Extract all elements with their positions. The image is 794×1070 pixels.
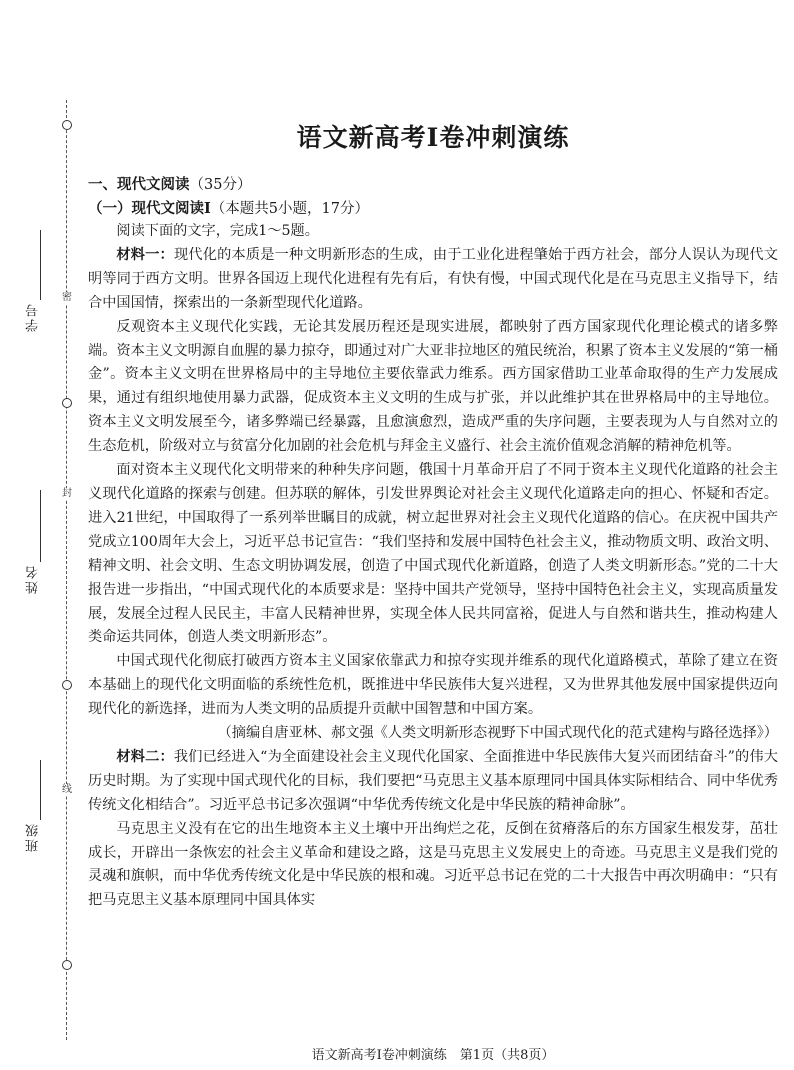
binding-hole [62, 680, 72, 690]
paragraph: 材料二：我们已经进入“为全面建设社会主义现代化国家、全面推进中华民族伟大复兴而团结奋斗”的伟大历史时期。为了实现中国式现代化的目标，我们要把“马克思主义基本原理同中国具体实际相结合、同中华优秀传统文化相结合”。习近平总书记多次强调“中华优秀传统文化是中华民族的精神命脉”。 [88, 748, 778, 813]
name-field[interactable] [18, 490, 58, 610]
binding-margin [0, 0, 90, 1070]
binding-hole [62, 398, 72, 408]
subsection-label: （一）现代文阅读Ⅰ [88, 200, 211, 217]
binding-hole [62, 960, 72, 970]
class-label: 班级 [26, 822, 41, 852]
source-citation: （摘编自唐亚林、郝文强《人类文明新形态视野下中国式现代化的范式建构与路径选择》） [217, 725, 778, 742]
paragraph: 中国式现代化彻底打破西方资本主义国家依靠武力和掠夺实现并维系的现代化道路模式，革除了建立在资本基础上的现代化文明面临的系统性危机，既推进中华民族伟大复兴进程，又为世界其他发展中国家提供迈向现代化的新选择，进而为人类文明的品质提升贡献中国智慧和中国方案。 [88, 653, 778, 718]
section-heading [88, 173, 251, 194]
paragraph: 反观资本主义现代化实践，无论其发展历程还是现实进展，都映射了西方国家现代化理论模式的诸多弊端。资本主义文明源自血腥的暴力掠夺，即通过对广大亚非拉地区的殖民统治，积累了资本主义发展的“第一桶金”。资本主义文明在世界格局中的主导地位主要依靠武力维系。西方国家借助工业革命取得的生产力发展成果，通过有组织地使用暴力武器，促成资本主义文明的生成与扩张，并以此维护其在世界格局中的主导地位。资本主义文明发展至今，诸多弊端已经暴露，且愈演愈烈，造成严重的失序问题，主要表现为人与自然对立的生态危机，阶级对立与贫富分化加剧的社会危机与拜金主义盛行、社会主流价值观念消解的精神危机等。 [88, 318, 778, 455]
student-id-field[interactable] [18, 230, 58, 350]
reading-passage [88, 220, 778, 913]
instruction: 阅读下面的文字，完成1～5题。 [116, 223, 319, 239]
seal-mark: 线 [62, 784, 72, 795]
seal-line [66, 100, 67, 1040]
binding-hole [62, 120, 72, 130]
page-title: 语文新高考Ⅰ卷冲刺演练 [296, 123, 570, 152]
seal-mark: 封 [62, 488, 72, 499]
paragraph: 材料一：现代化的本质是一种文明新形态的生成，由于工业化进程肇始于西方社会，部分人误认为现代文明等同于西方文明。世界各国迈上现代化进程有先有后，有快有慢，中国式现代化是在马克思主义指导下，结合中国国情，探索出的一条新型现代化道路。 [88, 246, 778, 311]
class-field[interactable] [18, 760, 58, 880]
name-label: 姓名 [26, 564, 41, 594]
subsection-heading [88, 197, 369, 218]
section-note: （35分） [189, 177, 252, 193]
material-label: 材料一： [116, 246, 174, 263]
material-label: 材料二： [116, 748, 174, 765]
paragraph: 马克思主义没有在它的出生地资本主义土壤中开出绚烂之花，反倒在贫瘠落后的东方国家生根发芽，茁壮成长，开辟出一条恢宏的社会主义革命和建设之路，这是马克思主义发展史上的奇迹。马克思主义是我们党的灵魂和旗帜，而中华优秀传统文化是中华民族的根和魂。习近平总书记在党的二十大报告中再次明确申：“只有把马克思主义基本原理同中国具体实 [88, 820, 778, 909]
paragraph: 面对资本主义现代化文明带来的种种失序问题，俄国十月革命开启了不同于资本主义现代化道路的社会主义现代化道路的探索与创建。但苏联的解体，引发世界舆论对社会主义现代化道路走向的担心、怀疑和否定。进入21世纪，中国取得了一系列举世瞩目的成就，树立起世界对社会主义现代化道路的信心。在庆祝中国共产党成立100周年大会上，习近平总书记宣告：“我们坚持和发展中国特色社会主义，推动物质文明、政治文明、精神文明、社会文明、生态文明协调发展，创造了中国式现代化新道路，创造了人类文明新形态。”党的二十大报告进一步指出，“中国式现代化的本质要求是：坚持中国共产党领导，坚持中国特色社会主义，实现高质量发展，发展全过程人民民主，丰富人民精神世界，实现全体人民共同富裕，促进人与自然和谐共生，推动构建人类命运共同体，创造人类文明新形态”。 [88, 462, 778, 646]
student-id-label: 学号 [26, 302, 41, 332]
section-label: 一、现代文阅读 [88, 176, 190, 193]
seal-mark: 密 [62, 292, 72, 303]
page-footer: 语文新高考Ⅰ卷冲刺演练 第1页（共8页） [311, 1048, 555, 1063]
subsection-note: （本题共5小题，17分） [210, 201, 369, 217]
